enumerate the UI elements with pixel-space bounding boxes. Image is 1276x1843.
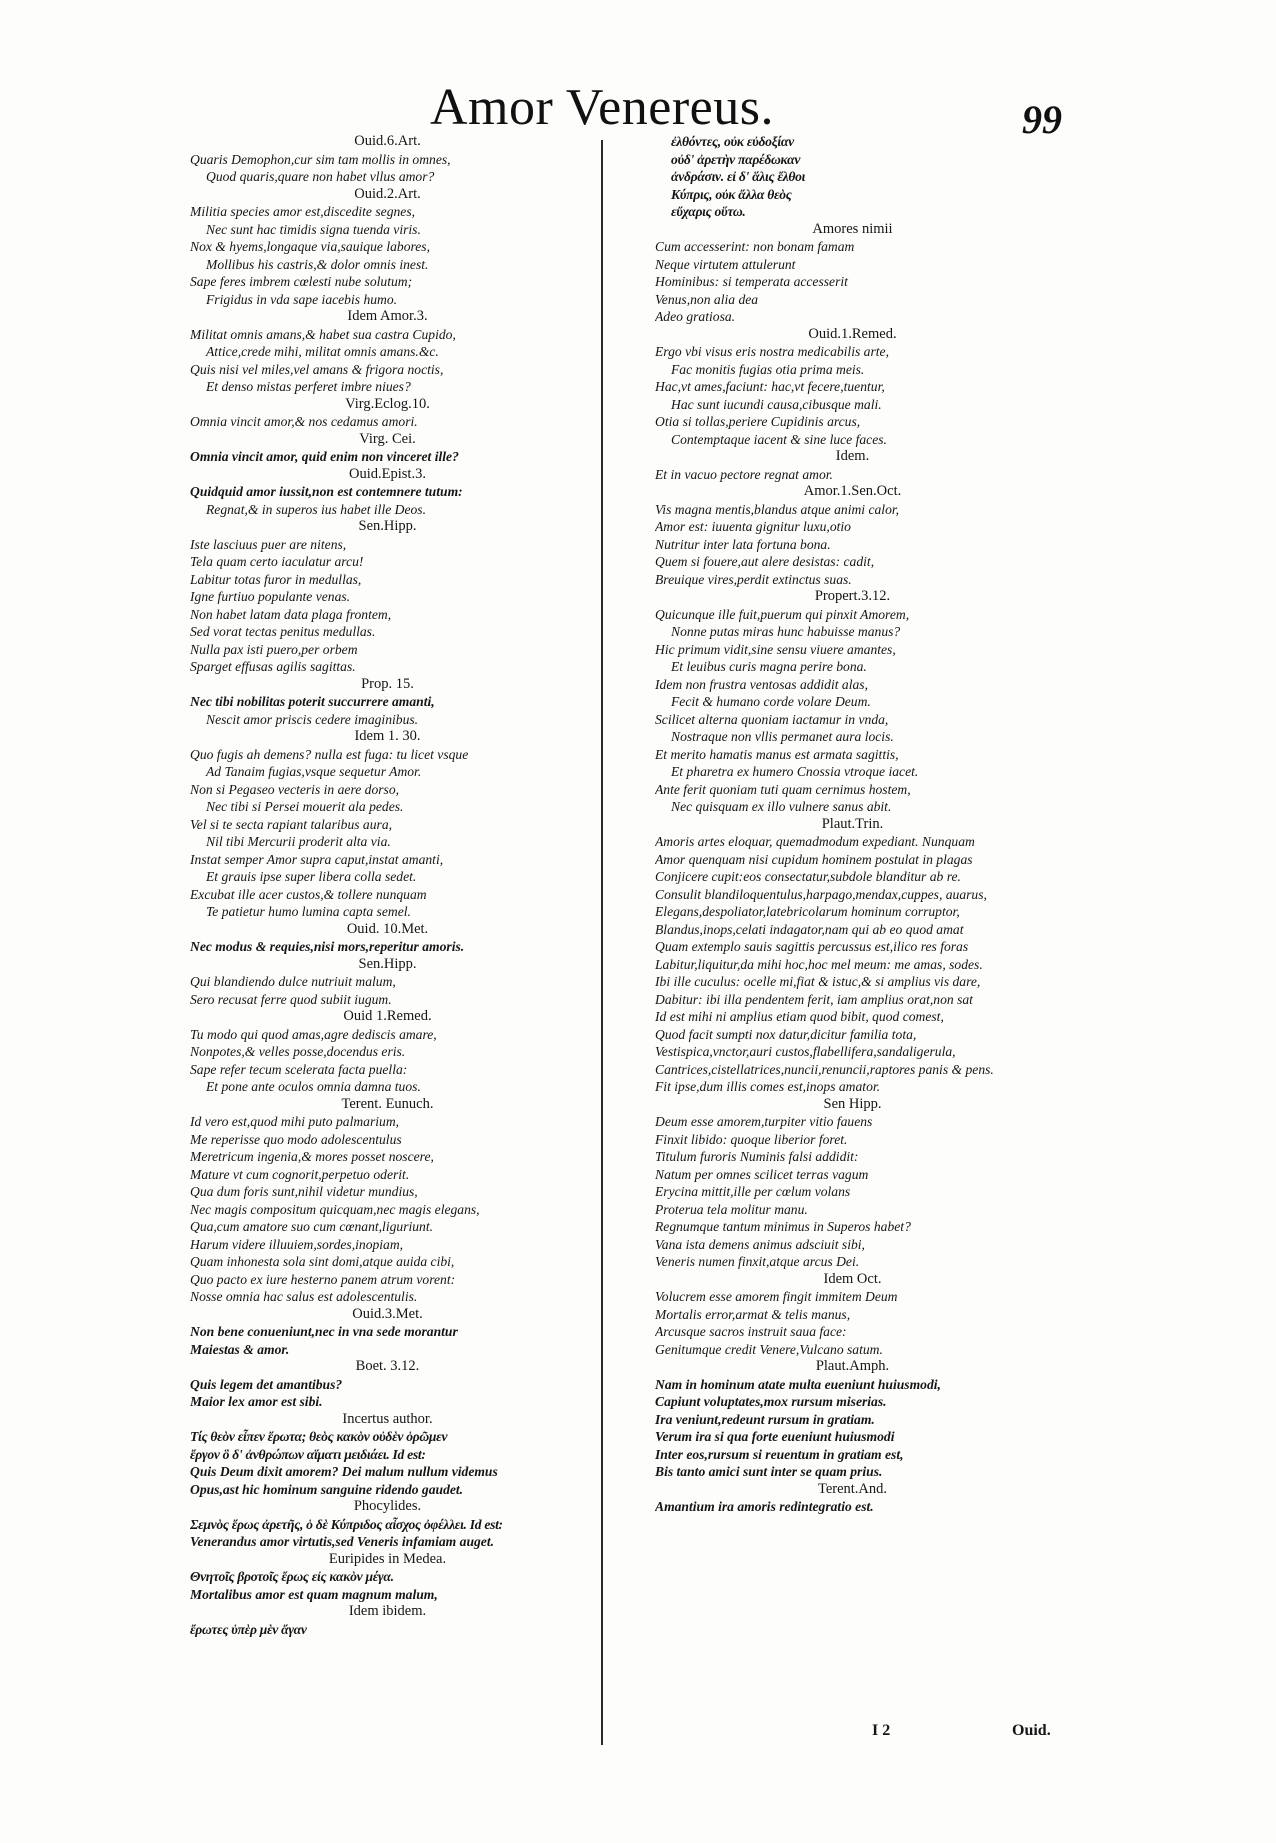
source-heading: Plaut.Trin. [821, 815, 884, 832]
verse-line: Mature vt cum cognorit,perpetuo oderit. [190, 1166, 410, 1182]
verse-line: Erycina mittit,ille per cœlum volans [655, 1184, 851, 1199]
verse-line: Volucrem esse amorem fingit immitem Deum [655, 1289, 898, 1304]
verse-line: Labitur totas furor in medullas, [190, 571, 362, 587]
verse-line: Quo pacto ex iure hesterno panem atrum vorent: [190, 1271, 456, 1287]
verse-line: Capiunt voluptates,mox rursum miserias. [655, 1394, 887, 1409]
verse-line: Vestispica,vnctor,auri custos,flabellifera,sandaligerula, [655, 1044, 956, 1059]
verse-line: Neque virtutem attulerunt [655, 256, 796, 272]
source-heading: Ouid.Epist.3. [349, 465, 426, 482]
source-heading: Ouid.1.Remed. [808, 325, 897, 342]
verse-line: Maiestas & amor. [190, 1341, 290, 1357]
verse-line: Ibi ille cuculus: ocelle mi,fiat & istuc,& si amplius vis dare, [655, 974, 981, 989]
verse-line: Omnia vincit amor,& nos cedamus amori. [190, 414, 418, 429]
verse-line: Me reperisse quo modo adolescentulus [190, 1131, 402, 1147]
verse-line: Amantium ira amoris redintegratio est. [655, 1499, 874, 1514]
verse-line: Attice,crede mihi, militat omnis amans.&c. [206, 344, 439, 359]
verse-line: Sero recusat ferre quod subiit iugum. [190, 991, 392, 1007]
greek-line: Θνητοῖς βροτοῖς ἔρως εἰς κακὸν μέγα. [190, 1569, 394, 1584]
verse-line: Et in vacuo pectore regnat amor. [655, 466, 833, 482]
verse-line: Militat omnis amans,& habet sua castra Cupido, [190, 326, 456, 342]
verse-line: Conjicere cupit:eos consectatur,subdole blanditur ab re. [655, 869, 961, 884]
verse-line: Meretricum ingenia,& mores posset noscere, [190, 1149, 434, 1164]
verse-line: Et pharetra ex humero Cnossia vtroque iacet. [671, 764, 919, 779]
verse-line: Cum accesserint: non bonam famam [655, 239, 855, 254]
verse-line: Qua,cum amatore suo cum cœnant,liguriunt. [190, 1219, 434, 1234]
verse-line: Omnia vincit amor, quid enim non vinceret ille? [190, 449, 459, 464]
verse-line: Quam inhonesta sola sint domi,atque auida cibi, [190, 1254, 455, 1269]
verse-line: Ante ferit quoniam tuti quam cernimus hostem, [655, 781, 911, 797]
greek-line: Κύπρις, οὐκ ἄλλα θεὸς [671, 186, 792, 202]
verse-line: Nec tibi si Persei mouerit ala pedes. [206, 799, 404, 814]
source-heading: Ouid 1.Remed. [343, 1008, 432, 1024]
verse-line: Fac monitis fugias otia prima meis. [671, 361, 865, 377]
verse-line: Nonne putas miras hunc habuisse manus? [671, 624, 901, 639]
verse-line: Ira veniunt,redeunt rursum in gratiam. [655, 1411, 875, 1427]
verse-line: Frigidus in vda sape iacebis humo. [206, 291, 398, 307]
verse-line: Labitur,liquitur,da mihi hoc,hoc mel meum: me amas, sodes. [655, 956, 983, 972]
verse-line: Fecit & humano corde volare Deum. [671, 694, 871, 709]
running-head: Amor Venereus. [430, 79, 774, 136]
verse-line: Nec modus & requies,nisi mors,reperitur amoris. [190, 939, 465, 954]
verse-line: Maior lex amor est sibi. [190, 1394, 323, 1409]
verse-line: Elegans,despoliator,latebricolarum hominum corruptor, [655, 904, 960, 919]
source-heading: Virg.Eclog.10. [345, 395, 430, 412]
verse-line: Sape refer tecum scelerata facta puella: [190, 1061, 408, 1077]
verse-line: Non bene conueniunt,nec in vna sede morantur [190, 1324, 458, 1339]
verse-line: Quicunque ille fuit,puerum qui pinxit Amorem, [655, 606, 910, 622]
page-number: 99 [1022, 97, 1062, 142]
verse-line: Natum per omnes scilicet terras vagum [655, 1166, 869, 1182]
verse-line: Deum esse amorem,turpiter vitio fauens [655, 1114, 873, 1129]
verse-line: Nec tibi nobilitas poterit succurrere amanti, [190, 694, 435, 709]
verse-line: Quidquid amor iussit,non est contemnere tutum: [190, 484, 463, 499]
verse-line: Amoris artes eloquar, quemadmodum expediant. Nunquam [655, 834, 975, 849]
verse-line: Qui blandiendo dulce nutriuit malum, [190, 974, 396, 989]
verse-line: Titulum furoris Numinis falsi addidit: [655, 1149, 859, 1164]
verse-line: Contemptaque iacent & sine luce faces. [671, 431, 887, 447]
verse-line: Qua dum foris sunt,nihil videtur mundius, [190, 1184, 418, 1199]
verse-line: Vis magna mentis,blandus atque animi calor, [655, 501, 900, 517]
verse-line: Adeo gratiosa. [655, 309, 736, 324]
source-heading: Phocylides. [353, 1498, 422, 1514]
source-heading: Prop. 15. [361, 675, 414, 692]
source-heading: Idem Amor.3. [347, 308, 428, 324]
signature-mark: I 2 [872, 1722, 891, 1739]
verse-line: Sparget effusas agilis sagittas. [190, 659, 356, 674]
verse-line: Et denso mistas perferet imbre niues? [206, 379, 411, 394]
verse-line: Regnumque tantum minimus in Superos habet? [655, 1219, 911, 1234]
right-column [655, 133, 1050, 1516]
verse-line: Quod facit sumpti nox datur,dicitur familia tota, [655, 1026, 917, 1042]
verse-line: Nil tibi Mercurii proderit alta via. [206, 834, 391, 849]
verse-line: Bis tanto amici sunt inter se quam prius. [655, 1464, 883, 1479]
verse-line: Inter eos,rursum si reuentum in gratiam est, [655, 1446, 904, 1462]
verse-line: Opus,ast hic hominum sanguine ridendo gaudet. [190, 1481, 464, 1497]
verse-line: Mortalis error,armat & telis manus, [655, 1306, 851, 1322]
verse-line: Verum ira si qua forte eueniunt huiusmodi [655, 1429, 895, 1444]
verse-line: Nosse omnia hac salus est adolescentulis. [190, 1289, 418, 1304]
verse-line: Quis nisi vel miles,vel amans & frigora noctis, [190, 361, 444, 377]
source-heading: Ouid.2.Art. [354, 185, 421, 202]
verse-line: Arcusque sacros instruit saua face: [655, 1324, 847, 1339]
catchword: Ouid. [1012, 1722, 1051, 1739]
source-heading: Idem. [835, 448, 870, 464]
verse-line: Nox & hyems,longaque via,sauique labores, [190, 239, 430, 254]
verse-line: Sape feres imbrem cœlesti nube solutum; [190, 274, 413, 289]
greek-line: Τίς θεὸν εἶπεν ἔρωτα; θεὸς κακὸν οὐδὲν ὁρῶμεν [190, 1429, 448, 1444]
source-heading: Amores nimii [812, 220, 893, 237]
verse-line: Venus,non alia dea [655, 291, 759, 307]
column-divider-rule [601, 140, 603, 1745]
verse-line: Cantrices,cistellatrices,nuncii,renuncii,raptores panis & pens. [655, 1061, 994, 1077]
greek-line: ἀνδράσιν. εἰ δ' ἅλις ἔλθοι [671, 169, 806, 184]
verse-line: Id est mihi ni amplius etiam quod bibit, quod comest, [655, 1009, 944, 1024]
verse-line: Instat semper Amor supra caput,instat amanti, [190, 851, 444, 867]
source-heading: Terent.And. [817, 1480, 888, 1497]
source-heading: Idem ibidem. [348, 1603, 427, 1619]
verse-line: Nonpotes,& velles posse,docendus eris. [190, 1044, 406, 1059]
greek-line: ἔργον ὃ δ' ἀνθρώπων αἵματι μειδιάει. Id est: [190, 1446, 426, 1462]
source-heading: Ouid.3.Met. [352, 1305, 423, 1322]
verse-line: Quod quaris,quare non habet vllus amor? [206, 169, 435, 184]
verse-line: Quaris Demophon,cur sim tam mollis in omnes, [190, 151, 451, 167]
verse-line: Dabitur: ibi illa pendentem ferit, iam amplius orat,non sat [655, 991, 973, 1007]
verse-line: Genitumque credit Venere,Vulcano satum. [655, 1341, 883, 1357]
verse-line: Consulit blandiloquentulus,harpago,mendax,cuppes, auarus, [655, 886, 987, 902]
verse-line: Mollibus his castris,& dolor omnis inest. [206, 256, 429, 272]
verse-line: Et merito hamatis manus est armata sagittis, [655, 746, 899, 762]
source-heading: Sen Hipp. [823, 1095, 882, 1112]
verse-line: Harum videre illuuiem,sordes,inopiam, [190, 1236, 404, 1252]
verse-line: Hac,vt ames,faciunt: hac,vt fecere,tuentur, [655, 379, 885, 394]
verse-line: Finxit libido: quoque liberior foret. [655, 1131, 848, 1147]
verse-line: Idem non frustra ventosas addidit alas, [655, 676, 868, 692]
source-heading: Ouid.6.Art. [354, 133, 421, 149]
verse-line: Nam in hominum atate multa eueniunt huiusmodi, [655, 1376, 941, 1392]
verse-line: Nostraque non vllis permanet aura locis. [671, 729, 894, 744]
greek-line: ἔρωτες ὑπὲρ μὲν ἄγαν [190, 1621, 307, 1637]
greek-line: εὔχαρις οὕτω. [671, 204, 746, 219]
verse-line: Quis legem det amantibus? [190, 1376, 343, 1392]
verse-line: Et leuibus curis magna perire bona. [671, 659, 867, 674]
verse-line: Quo fugis ah demens? nulla est fuga: tu licet vsque [190, 746, 469, 762]
verse-line: Proterua tela molitur manu. [655, 1201, 808, 1217]
verse-line: Scilicet alterna quoniam iactamur in vnda, [655, 711, 889, 727]
source-heading: Incertus author. [342, 1410, 433, 1427]
verse-line: Otia si tollas,periere Cupidinis arcus, [655, 414, 861, 429]
verse-line: Et grauis ipse super libera colla sedet. [206, 869, 417, 884]
source-heading: Euripides in Medea. [328, 1550, 447, 1567]
verse-line: Nescit amor priscis cedere imaginibus. [206, 711, 419, 727]
verse-line: Excubat ille acer custos,& tollere nunquam [190, 886, 427, 902]
source-heading: Sen.Hipp. [358, 955, 417, 972]
verse-line: Sed vorat tectas penitus medullas. [190, 624, 376, 639]
left-column [190, 133, 585, 1638]
source-heading: Idem Oct. [823, 1270, 882, 1287]
verse-line: Nutritur inter lata fortuna bona. [655, 536, 831, 552]
source-heading: Idem 1. 30. [354, 728, 421, 744]
verse-line: Blandus,inops,celati indagator,nam qui ab eo quod amat [655, 921, 964, 937]
verse-line: Nec quisquam ex illo vulnere sanus abit. [671, 799, 892, 814]
verse-line: Amor est: iuuenta gignitur luxu,otio [655, 519, 851, 534]
verse-line: Venerandus amor virtutis,sed Veneris infamiam auget. [190, 1534, 495, 1549]
verse-line: Hic primum vidit,sine sensu viuere amantes, [655, 641, 896, 657]
verse-line: Vana ista demens animus adsciuit sibi, [655, 1236, 865, 1252]
verse-line: Vel si te secta rapiant talaribus aura, [190, 816, 393, 832]
source-heading: Virg. Cei. [359, 430, 416, 447]
verse-line: Mortalibus amor est quam magnum malum, [190, 1586, 438, 1602]
source-heading: Terent. Eunuch. [341, 1095, 434, 1112]
source-heading: Boet. 3.12. [355, 1358, 420, 1374]
verse-line: Tela quam certo iaculatur arcu! [190, 554, 364, 569]
verse-line: Igne furtiuo populante venas. [190, 589, 351, 604]
verse-line: Quem si fouere,aut alere desistas: cadit, [655, 554, 875, 569]
source-heading: Amor.1.Sen.Oct. [803, 483, 902, 499]
verse-line: Nec sunt hac timidis signa tuenda viris. [206, 221, 421, 237]
greek-line: Σεμνὸς ἔρως ἀρετῆς, ὁ δὲ Κύπριδος αἶσχος ὀφέλλει. Id est: [190, 1516, 503, 1532]
verse-line: Hominibus: si temperata accesserit [655, 274, 848, 289]
source-heading: Plaut.Amph. [815, 1358, 890, 1374]
greek-line: ἐλθόντες, οὐκ εὐδοξίαν [671, 134, 794, 149]
verse-line: Et pone ante oculos omnia damna tuos. [206, 1079, 421, 1094]
greek-line: οὐδ' ἀρετὴν παρέδωκαν [671, 151, 801, 167]
verse-line: Iste lasciuus puer are nitens, [190, 536, 347, 552]
verse-line: Ad Tanaim fugias,vsque sequetur Amor. [206, 764, 422, 779]
verse-line: Militia species amor est,discedite segnes, [190, 204, 416, 219]
verse-line: Ergo vbi visus eris nostra medicabilis arte, [655, 344, 889, 359]
source-heading: Sen.Hipp. [358, 518, 417, 534]
verse-line: Te patietur humo lumina capta semel. [206, 904, 411, 919]
verse-line: Veneris numen finxit,atque arcus Dei. [655, 1254, 860, 1269]
verse-line: Hac sunt iucundi causa,cibusque mali. [671, 396, 882, 412]
verse-line: Amor quenquam nisi cupidum hominem postulat in plagas [655, 851, 973, 867]
verse-line: Fit ipse,dum illis comes est,inops amator. [655, 1079, 881, 1094]
verse-line: Quam extemplo sauis sagittis percussus est,ilico res foras [655, 939, 969, 954]
source-heading: Propert.3.12. [814, 588, 891, 604]
verse-line: Nulla pax isti puero,per orbem [190, 641, 358, 657]
verse-line: Nec magis compositum quicquam,nec magis elegans, [190, 1201, 480, 1217]
verse-line: Non si Pegaseo vecteris in aere dorso, [190, 781, 400, 797]
verse-line: Quis Deum dixit amorem? Dei malum nullum videmus [190, 1464, 498, 1479]
verse-line: Non habet latam data plaga frontem, [190, 606, 392, 622]
verse-line: Id vero est,quod mihi puto palmarium, [190, 1114, 400, 1129]
verse-line: Tu modo qui quod amas,agre dediscis amare, [190, 1026, 437, 1042]
verse-line: Breuique vires,perdit extinctus suas. [655, 571, 852, 587]
source-heading: Ouid. 10.Met. [346, 920, 429, 937]
verse-line: Regnat,& in superos ius habet ille Deos. [206, 501, 426, 517]
